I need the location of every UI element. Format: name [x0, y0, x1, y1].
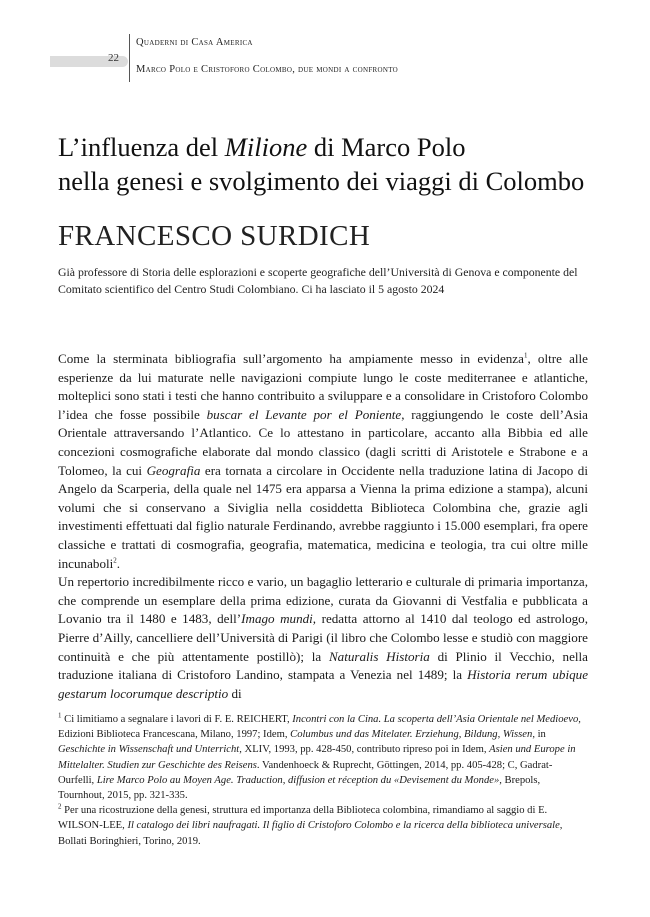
journal-title: Quaderni di Casa America [136, 37, 253, 48]
footnote-1: $^1$ Ci limitiamo a segnalare i lavori di F. E. REICHERT, Incontri con la Cina. La scoperta dell’Asia Orientale nel Medioevo, Edizioni Biblioteca Francescana, Milano, 1997; Idem, Columbus und das Mitelater. Erziehung, Bildung, Wissen, in Geschichte in Wissenschaft und Unterricht, XLIV, 1993, pp. 428-450, contributo ripreso poi in Idem, Asien und Europe in Mittelalter. Studien zur Geschichte des Reisens. Vandenhoeck & Ruprecht, Göttingen, 2014, pp. 405-428; C, Gadrat-Ourfelli, Lire Marco Polo au Moyen Age. Traduction, diffusion et réception du «Devisement du Monde», Brepols, Tournhout, 2015, pp. 321-335. [58, 711, 581, 802]
article-title [58, 130, 618, 198]
title-part: L’influenza del [58, 132, 225, 162]
author-name: FRANCESCO SURDICH [58, 220, 371, 252]
issue-subtitle: Marco Polo e Cristoforo Colombo, due mondi a confronto [136, 64, 399, 75]
footnote-2: $^2$ Per una ricostruzione della genesi, struttura ed importanza della Biblioteca colombina, rimandiamo al saggio di E. WILSON-LEE, Il catalogo dei libri naufragati. Il figlio di Cristoforo Colombo e la ricerca della biblioteca universale, Bollati Boringhieri, Torino, 2019. [58, 802, 563, 847]
title-line-2: nella genesi e svolgimento dei viaggi di Colombo [58, 166, 585, 196]
footnote-ref[interactable]: 2 [113, 556, 117, 565]
body-paragraph: Come la sterminata bibliografia sull’argomento ha ampiamente messo in evidenza$^1$, oltre alle esperienze da lui maturate nelle navigazioni compiute lungo le coste mediterranee e atlantiche, molteplici sono stati i testi che hanno contribuito a sviluppare e a consolidare in Cristoforo Colombo l’idea che fosse possibile buscar el Levante por el Poniente, raggiungendo le coste dell’Asia Orientale attraversando l’Atlantico. Ce lo attestano in particolare, accanto alla Bibbia ed alle concezioni cosmografiche elaborate dal mondo classico (dagli scritti di Aristotele e Strabone e a Tolomeo, la cui Geografia era tornata a circolare in Occidente nella traduzione latina di Jacopo di Angelo da Scarperia, della quale nel 1475 era apparsa a Vienna la prima edizione a stampa), alcuni volumi che si conservano a Siviglia nella cosiddetta Biblioteca Colombina che, grazie agli investimenti effettuati dal figlio naturale Ferdinando, avrebbe raggiunto i 15.000 esemplari, fra opere classiche e trattati di cosmografia, geografia, matematica, medicina e teologia, tra cui oltre mille incunaboli$^2$. [58, 351, 588, 571]
header-divider [129, 34, 130, 82]
page-number: 22 [108, 52, 119, 64]
title-part: di Marco Polo [307, 132, 466, 162]
footnotes [58, 712, 588, 849]
body-paragraph: Un repertorio incredibilmente ricco e vario, un bagaglio letterario e culturale di primaria importanza, che comprende un esemplare della prima edizione, curata da Giovanni di Vestfalia e pubblicata a Lovanio tra il 1480 e 1483, dell’Imago mundi, redatta attorno al 1410 dal teologo ed astrologo, Pierre d’Ailly, cancelliere dell’Università di Parigi (il libro che Colombo lesse e studiò con maggiore continuità e che più attentamente postillò); la Naturalis Historia di Plinio il Vecchio, nella traduzione italiana di Cristoforo Landino, stampata a Venezia nel 1489; la Historia rerum ubique gestarum locorumque descriptio di [58, 574, 589, 701]
footnote-ref[interactable]: 1 [523, 351, 528, 360]
article-body [58, 350, 588, 703]
title-italic: Milione [224, 132, 308, 162]
author-affiliation: Già professore di Storia delle esplorazioni e scoperte geografiche dell’Università di Genova e componente del Comitato scientifico del Centro Studi Colombiano. Ci ha lasciato il 5 agosto 2024 [58, 265, 578, 296]
